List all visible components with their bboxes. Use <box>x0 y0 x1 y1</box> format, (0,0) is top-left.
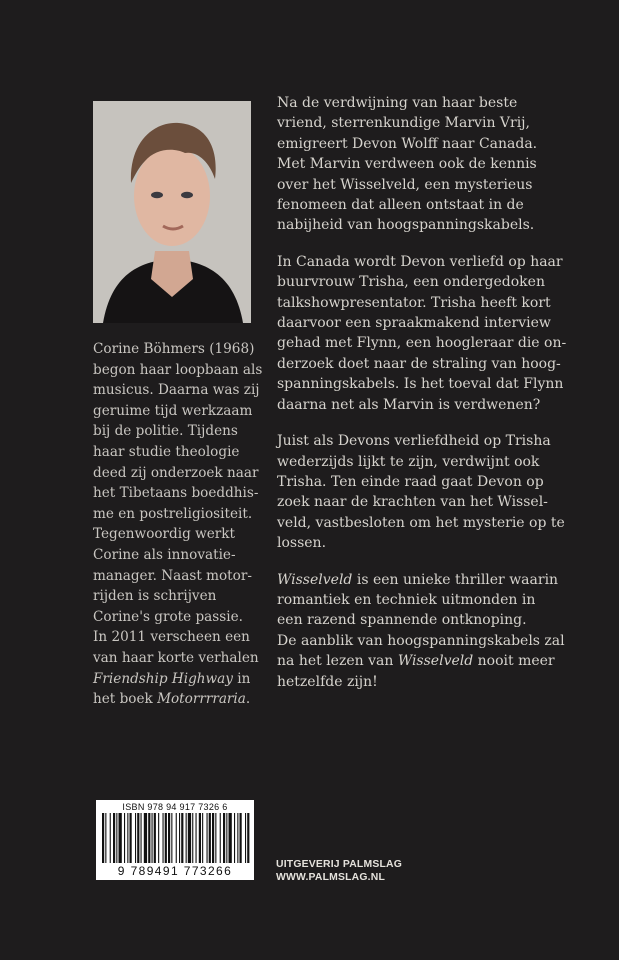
blurb-line: buurvrouw Trisha, een ondergedoken <box>277 274 545 291</box>
barcode-bar <box>196 813 197 863</box>
book-suffix: . <box>245 691 251 708</box>
barcode-bar <box>158 813 159 863</box>
author-photo <box>93 101 251 323</box>
blurb-line: veld, vastbesloten om het mysterie op te <box>277 514 565 531</box>
barcode-bar <box>247 813 249 863</box>
blurb-text: na het lezen van <box>277 653 398 670</box>
bio-line: begon haar loopbaan als <box>93 361 263 378</box>
barcode-bar <box>152 813 153 863</box>
barcode-bar <box>181 813 183 863</box>
barcode-bar <box>215 813 216 863</box>
blurb-line: spanningskabels. Is het toeval dat Flynn <box>277 376 564 393</box>
blurb-line: Met Marvin verdween ook de kennis <box>277 156 537 173</box>
blurb-line: emigreert Devon Wolff naar Canada. <box>277 135 538 152</box>
story-title: Friendship Highway <box>93 670 233 687</box>
barcode-bar <box>192 813 193 863</box>
barcode-bars <box>100 813 250 863</box>
blurb-line <box>277 570 602 590</box>
barcode-bar <box>148 813 150 863</box>
book-blurb <box>277 93 602 692</box>
barcode-bar <box>207 813 208 863</box>
publisher-name: UITGEVERIJ PALMSLAG <box>276 859 402 870</box>
bio-line <box>93 669 261 690</box>
barcode-bar <box>240 813 242 863</box>
barcode-bar <box>127 813 128 863</box>
bio-line: geruime tijd werkzaam <box>93 402 253 419</box>
bio-line: In 2011 verscheen een <box>93 629 250 646</box>
blurb-line: In Canada wordt Devon verliefd op haar <box>277 253 563 270</box>
blurb-text: is een unieke thriller waarin <box>352 571 559 588</box>
bio-line: bij de politie. Tijdens <box>93 423 238 440</box>
bio-line: Corine Böhmers (1968) <box>93 341 255 357</box>
barcode-bar <box>179 813 180 863</box>
barcode-bar <box>234 813 235 863</box>
barcode-bar <box>163 813 164 863</box>
bio-line: me en postreligiositeit. <box>93 505 253 522</box>
barcode-bar <box>171 813 172 863</box>
barcode-bar <box>209 813 211 863</box>
ean-digits: 9 789491 773266 <box>117 864 233 878</box>
author-bio <box>93 339 261 710</box>
blurb-line: De aanblik van hoogspanningskabels zal <box>277 632 565 649</box>
barcode-bar <box>110 813 111 863</box>
blurb-line: daarvoor een spraakmakend interview <box>277 315 551 332</box>
barcode-bar <box>113 813 115 863</box>
barcode-bar <box>229 813 232 863</box>
blurb-paragraph-2 <box>277 252 602 415</box>
blurb-paragraph-4 <box>277 570 602 692</box>
bio-line: Corine's grote passie. <box>93 608 243 625</box>
blurb-line: vriend, sterrenkundige Marvin Vrij, <box>277 115 530 132</box>
publisher-website: WWW.PALMSLAG.NL <box>276 872 386 883</box>
blurb-line: een razend spannende ontknoping. <box>277 612 527 629</box>
barcode-bar <box>165 813 167 863</box>
barcode-bar <box>202 813 203 863</box>
barcode-bar <box>154 813 156 863</box>
title-italic: Wisselveld <box>397 653 474 670</box>
bio-line: haar studie theologie <box>93 443 240 460</box>
barcode-bar <box>186 813 187 863</box>
bio-line: Corine als innovatie- <box>93 546 236 563</box>
blurb-line: nabijheid van hoogspanningskabels. <box>277 217 535 234</box>
bio-line: rijden is schrijven <box>93 588 217 605</box>
blurb-line: zoek naar de krachten van het Wissel- <box>277 494 548 511</box>
blurb-line: fenomeen dat alleen ontstaat in de <box>277 197 524 214</box>
barcode-bar <box>220 813 221 863</box>
blurb-line: daarna net als Marvin is verdwenen? <box>277 396 541 413</box>
publisher-info <box>276 858 402 884</box>
barcode-bar <box>223 813 225 863</box>
blurb-paragraph-1 <box>277 93 602 236</box>
title-italic: Wisselveld <box>277 571 353 588</box>
barcode-bar <box>168 813 170 863</box>
blurb-line: hetzelfde zijn! <box>277 673 378 690</box>
book-title: Motorrrraria <box>157 691 246 708</box>
barcode-bar <box>119 813 122 863</box>
blurb-line: over het Wisselveld, een mysterieus <box>277 176 533 193</box>
blurb-line: gehad met Flynn, een hoogleraar die on- <box>277 335 567 352</box>
blurb-line: talkshowpresentator. Trisha heeft kort <box>277 294 551 311</box>
blurb-line: Trisha. Ten einde raad gaat Devon op <box>277 473 544 490</box>
bio-line: Tegenwoordig werkt <box>93 526 236 543</box>
barcode-bar <box>130 813 132 863</box>
blurb-paragraph-3 <box>277 431 602 553</box>
bio-line: van haar korte verhalen <box>93 649 259 666</box>
bio-line: het Tibetaans boeddhis- <box>93 485 259 502</box>
barcode-bar <box>245 813 246 863</box>
blurb-text: nooit meer <box>473 653 555 670</box>
barcode-bar <box>199 813 201 863</box>
blurb-line: Juist als Devons verliefdheid op Trisha <box>277 433 551 450</box>
barcode-bar <box>188 813 191 863</box>
barcode-bar <box>102 813 104 863</box>
barcode-bar <box>105 813 106 863</box>
barcode-bar <box>141 813 142 863</box>
blurb-line: romantiek en techniek uitmonden in <box>277 591 536 608</box>
blurb-line: wederzijds lijkt te zijn, verdwijnt ook <box>277 453 540 470</box>
barcode-bar <box>237 813 238 863</box>
bio-line: deed zij onderzoek naar <box>93 464 259 481</box>
barcode-bar <box>176 813 177 863</box>
barcode-bar <box>135 813 136 863</box>
blurb-line: derzoek doet naar de straling van hoog- <box>277 355 561 372</box>
isbn-barcode <box>96 800 254 880</box>
barcode-bar <box>212 813 214 863</box>
story-suffix: in <box>232 670 251 687</box>
barcode-bar <box>124 813 125 863</box>
bio-line <box>93 689 261 710</box>
bio-line: manager. Naast motor- <box>93 567 252 584</box>
barcode-bar <box>144 813 147 863</box>
blurb-line: lossen. <box>277 535 327 552</box>
barcode-bar <box>226 813 227 863</box>
barcode-bar <box>116 813 117 863</box>
isbn-label: ISBN 978 94 917 7326 6 <box>122 802 228 812</box>
barcode-bar <box>137 813 139 863</box>
blurb-line: Na de verdwijning van haar beste <box>277 95 518 111</box>
blurb-line <box>277 651 602 671</box>
book-prefix: het boek <box>93 691 158 708</box>
bio-line: musicus. Daarna was zij <box>93 382 260 399</box>
